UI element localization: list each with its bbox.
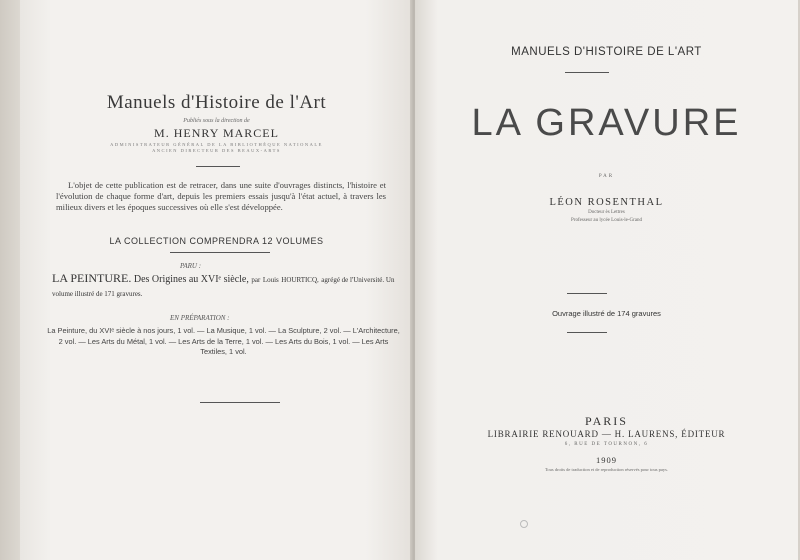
author-title-1: Docteur ès Lettres [588,210,625,215]
left-page [20,0,413,560]
published-work-author-2: HOURTICQ, [281,276,319,284]
publication-year: 1909 [596,455,617,465]
published-work-subtitle: Des Origines au XVIᵉ siècle, [133,274,249,285]
publisher-city: PARIS [585,414,628,428]
publisher-name: LIBRAIRIE RENOUARD — H. LAURENS, ÉDITEUR [487,429,726,439]
series-heading: MANUELS D'HISTOIRE DE L'ART [511,46,702,58]
divider [567,332,607,333]
by-label: PAR [598,174,615,179]
rights-notice: Tous droits de traduction et de reproduction réservés pour tous pays. [544,467,669,472]
director-titles [20,142,413,154]
published-work [52,272,397,301]
paper-mark [520,520,528,528]
published-work-author-1: Louis [262,276,279,284]
right-page [415,0,798,560]
in-preparation-heading: EN PRÉPARATION : [170,314,230,322]
divider [567,293,607,294]
table-edge [0,0,20,560]
author-name: LÉON ROSENTHAL [549,197,664,208]
published-work-detail: agrégé de l'Université. Un volume illustré de 171 gravures. [52,276,395,298]
published-under: Publiés sous la direction de [183,118,250,124]
collection-note: LA COLLECTION COMPRENDRA 12 VOLUMES [109,236,324,246]
in-preparation-list: La Peinture, du XVIᵉ siècle à nos jours, 1 vol. — La Musique, 1 vol. — La Sculpture, 2 vol. — L'Architecture, 2 vol. — Les Arts du Métal, 1 vol. — Les Arts de la Terre, 1 vol. — Les Arts du Bois, 1 vol. — Les Arts Textiles, 1 vol. [47,326,400,356]
director-title-2: ANCIEN DIRECTEUR DES BEAUX-ARTS [152,148,281,153]
author-title-2: Professeur au lycée Louis-le-Grand [571,218,642,223]
series-title: Manuels d'Histoire de l'Art [106,92,327,113]
illustrations-note: Ouvrage illustré de 174 gravures [552,309,661,318]
publisher-address: 6, RUE DE TOURNON, 6 [564,442,649,447]
divider [565,72,609,73]
published-work-title: LA PEINTURE. [52,271,132,285]
published-work-author-prefix: par [251,276,261,284]
published-heading: PARU : [180,262,202,270]
director-title-1: ADMINISTRATEUR GÉNÉRAL DE LA BIBLIOTHÈQUE NATIONALE [110,142,323,147]
divider [196,166,240,167]
director-name: M. HENRY MARCEL [154,126,279,140]
intro-paragraph: L'objet de cette publication est de retracer, dans une suite d'ouvrages distincts, l'histoire et l'évolution de chaque forme d'art, depuis les premiers essais jusqu'à l'état actuel, à travers les milieux divers et les époques successives où elle s'est développée. [56,180,386,212]
divider [170,252,270,253]
book-title: LA GRAVURE [471,102,742,144]
divider [200,402,280,403]
